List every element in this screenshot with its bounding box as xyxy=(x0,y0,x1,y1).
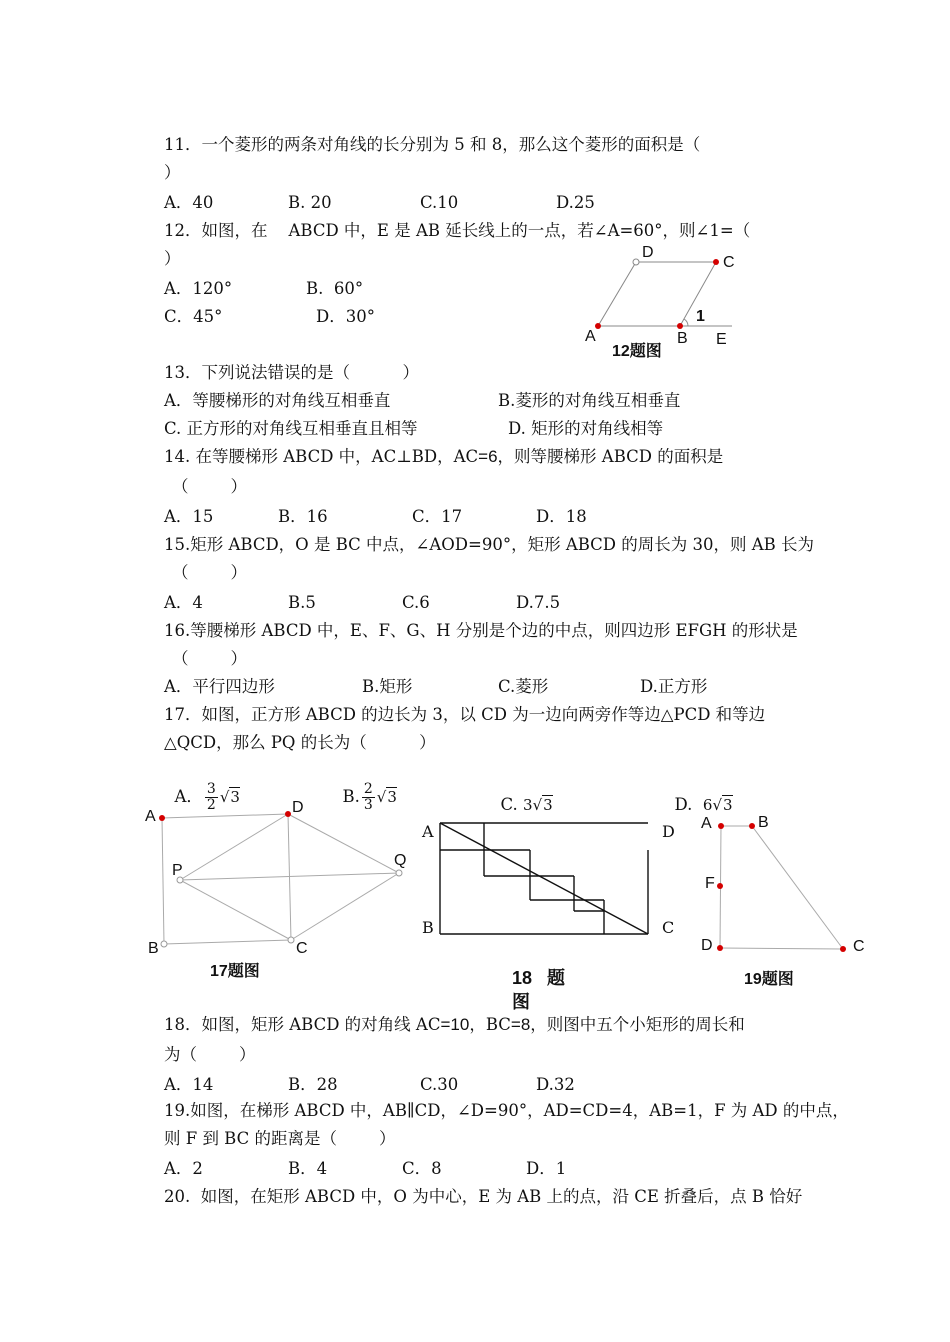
q17-option-b-num: 2 xyxy=(363,781,373,797)
q17-figure-caption: 17题图 xyxy=(210,963,260,980)
q18-eq1: =10 xyxy=(440,1015,470,1034)
q18-label-d: D xyxy=(662,822,675,841)
q15-option-b: B.5 xyxy=(288,593,316,612)
q19-figure-caption: 19题图 xyxy=(744,971,794,988)
q17-option-a-prefix: A． xyxy=(174,787,203,806)
q17-option-a-radicand: 3 xyxy=(230,788,240,806)
q17-option-b-radical: √3 xyxy=(376,788,397,806)
q12-label-a: A xyxy=(585,328,596,345)
q17-label-a: A xyxy=(145,808,156,825)
q15-option-c: C.6 xyxy=(402,593,430,612)
q11-option-a: A．40 xyxy=(164,193,214,212)
q12-figure-caption: 12题图 xyxy=(612,343,662,360)
q12-paren: ） xyxy=(164,249,181,268)
q19-label-c: C xyxy=(853,938,865,955)
q13-stem: 13．下列说法错误的是（ ） xyxy=(164,363,419,382)
q18-label-c: C xyxy=(662,918,675,937)
q17-option-b-prefix: B. xyxy=(342,787,360,806)
q17-option-a-num: 3 xyxy=(206,781,216,797)
q17-label-q: Q xyxy=(394,852,407,869)
q12-label-b: B xyxy=(677,330,688,347)
q16-paren: （ ） xyxy=(172,649,247,668)
q19-label-f: F xyxy=(705,875,715,892)
q18-stem xyxy=(164,1014,745,1036)
q19-stem2: 则 F 到 BC 的距离是（ ） xyxy=(164,1129,396,1148)
q17-option-d-coef: 6 xyxy=(702,796,713,814)
q11-paren: ） xyxy=(164,163,181,182)
q18-stem-head: 18．如图，矩形 ABCD 的对角线 AC xyxy=(164,1015,441,1034)
q17-option-c-prefix: C. xyxy=(500,795,518,814)
q17-label-d: D xyxy=(292,799,304,816)
q12-option-d: D．30° xyxy=(316,307,375,326)
q19-label-d: D xyxy=(701,937,713,954)
q12-label-d: D xyxy=(642,244,654,261)
q14-eq: =6 xyxy=(478,447,498,466)
q12-angle-label: 1 xyxy=(696,308,705,325)
q18-option-d: D.32 xyxy=(536,1075,575,1094)
q17-label-c: C xyxy=(296,940,308,957)
q20-stem: 20. 如图，在矩形 ABCD 中，O 为中心，E 为 AB 上的点，沿 CE 折叠后，点 B 恰好 xyxy=(164,1187,803,1206)
q18-figure-caption-line1: 18 题 xyxy=(512,968,566,988)
q14-option-a: A．15 xyxy=(164,507,214,526)
q18-option-b: B．28 xyxy=(288,1075,338,1094)
q16-option-d: D.正方形 xyxy=(640,677,708,696)
q14-option-b: B．16 xyxy=(278,507,328,526)
q18-stem-tail: ，则图中五个小矩形的周长和 xyxy=(530,1015,745,1034)
q12-label-c: C xyxy=(723,254,735,271)
q17-option-a-radical: √3 xyxy=(219,788,240,806)
q18-stem-mid: ，BC xyxy=(469,1015,511,1034)
q12-stem: 12．如图，在 ABCD 中，E 是 AB 延长线上的一点，若∠A=60°，则∠1=（ xyxy=(164,221,751,240)
q18-eq2: =8 xyxy=(510,1015,531,1034)
q19-label-b: B xyxy=(758,814,769,831)
q17-option-c-radicand: 3 xyxy=(543,796,553,814)
q18-option-c: C.30 xyxy=(420,1075,459,1094)
q19-option-b: B．4 xyxy=(288,1159,328,1178)
q15-option-a: A．4 xyxy=(164,593,203,612)
q11-option-b: B. 20 xyxy=(288,193,332,212)
q16-option-a: A．平行四边形 xyxy=(164,677,275,696)
q12-option-a: A．120° xyxy=(164,279,233,298)
q15-paren: （ ） xyxy=(172,563,247,582)
q17-option-c-expr: 3√3 xyxy=(523,796,553,814)
q18-stem2: 为（ ） xyxy=(164,1045,256,1064)
q18-option-a: A．14 xyxy=(164,1075,214,1094)
q17-option-d-radicand: 3 xyxy=(723,796,733,814)
q18-label-a: A xyxy=(422,822,434,841)
q13-option-d: D. 矩形的对角线相等 xyxy=(508,419,664,438)
q13-option-b: B.菱形的对角线互相垂直 xyxy=(498,391,681,410)
q19-label-a: A xyxy=(701,815,712,832)
q14-option-c: C．17 xyxy=(412,507,463,526)
q16-stem: 16.等腰梯形 ABCD 中，E、F、G、H 分别是个边的中点，则四边形 EFGH 的形状是 xyxy=(164,621,798,640)
q12-option-c: C．45° xyxy=(164,307,223,326)
q16-option-c: C.菱形 xyxy=(498,677,549,696)
q17-stem: 17．如图，正方形 ABCD 的边长为 3，以 CD 为一边向两旁作等边△PCD 和等边 xyxy=(164,705,766,724)
q16-option-b: B.矩形 xyxy=(362,677,413,696)
q15-stem: 15.矩形 ABCD，O 是 BC 中点，∠AOD=90°，矩形 ABCD 的周长为 30，则 AB 长为 xyxy=(164,535,815,554)
q14-paren: （ ） xyxy=(172,477,247,496)
q17-label-b: B xyxy=(148,940,159,957)
q17-stem2: △QCD，那么 PQ 的长为（ ） xyxy=(164,733,436,752)
q17-option-d-prefix: D. xyxy=(674,795,693,814)
q12-option-b: B. 60° xyxy=(306,279,364,298)
q13-option-a: A．等腰梯形的对角线互相垂直 xyxy=(164,391,391,410)
q18-figure-caption-line2: 图 xyxy=(512,992,530,1012)
q17-label-p: P xyxy=(172,862,183,879)
q14-option-d: D．18 xyxy=(536,507,587,526)
q17-option-c-coef: 3 xyxy=(523,796,533,814)
q19-option-d: D．1 xyxy=(526,1159,567,1178)
q19-stem: 19.如图，在梯形 ABCD 中，AB∥CD，∠D=90°，AD=CD=4，AB=1，F 为 AD 的中点， xyxy=(164,1101,849,1120)
q17-option-b-radicand: 3 xyxy=(387,788,397,806)
q17-option-d-expr: 6√3 xyxy=(702,796,733,814)
q12-label-e: E xyxy=(716,331,727,348)
q14-stem-tail: ，则等腰梯形 ABCD 的面积是 xyxy=(497,447,724,466)
q14-stem-head: 14. 在等腰梯形 ABCD 中，AC⊥BD，AC xyxy=(164,447,479,466)
q19-option-c: C．8 xyxy=(402,1159,442,1178)
q17-option-b-den: 3 xyxy=(363,797,373,813)
q18-label-b: B xyxy=(422,918,434,937)
q13-option-c: C. 正方形的对角线互相垂直且相等 xyxy=(164,419,418,438)
q11-stem: 11．一个菱形的两条对角线的长分别为 5 和 8，那么这个菱形的面积是（ xyxy=(164,135,701,154)
q19-option-a: A．2 xyxy=(164,1159,203,1178)
q11-option-c: C.10 xyxy=(420,193,459,212)
q17-option-a-den: 2 xyxy=(206,797,216,813)
q11-option-d: D.25 xyxy=(556,193,595,212)
q15-option-d: D.7.5 xyxy=(516,593,561,612)
